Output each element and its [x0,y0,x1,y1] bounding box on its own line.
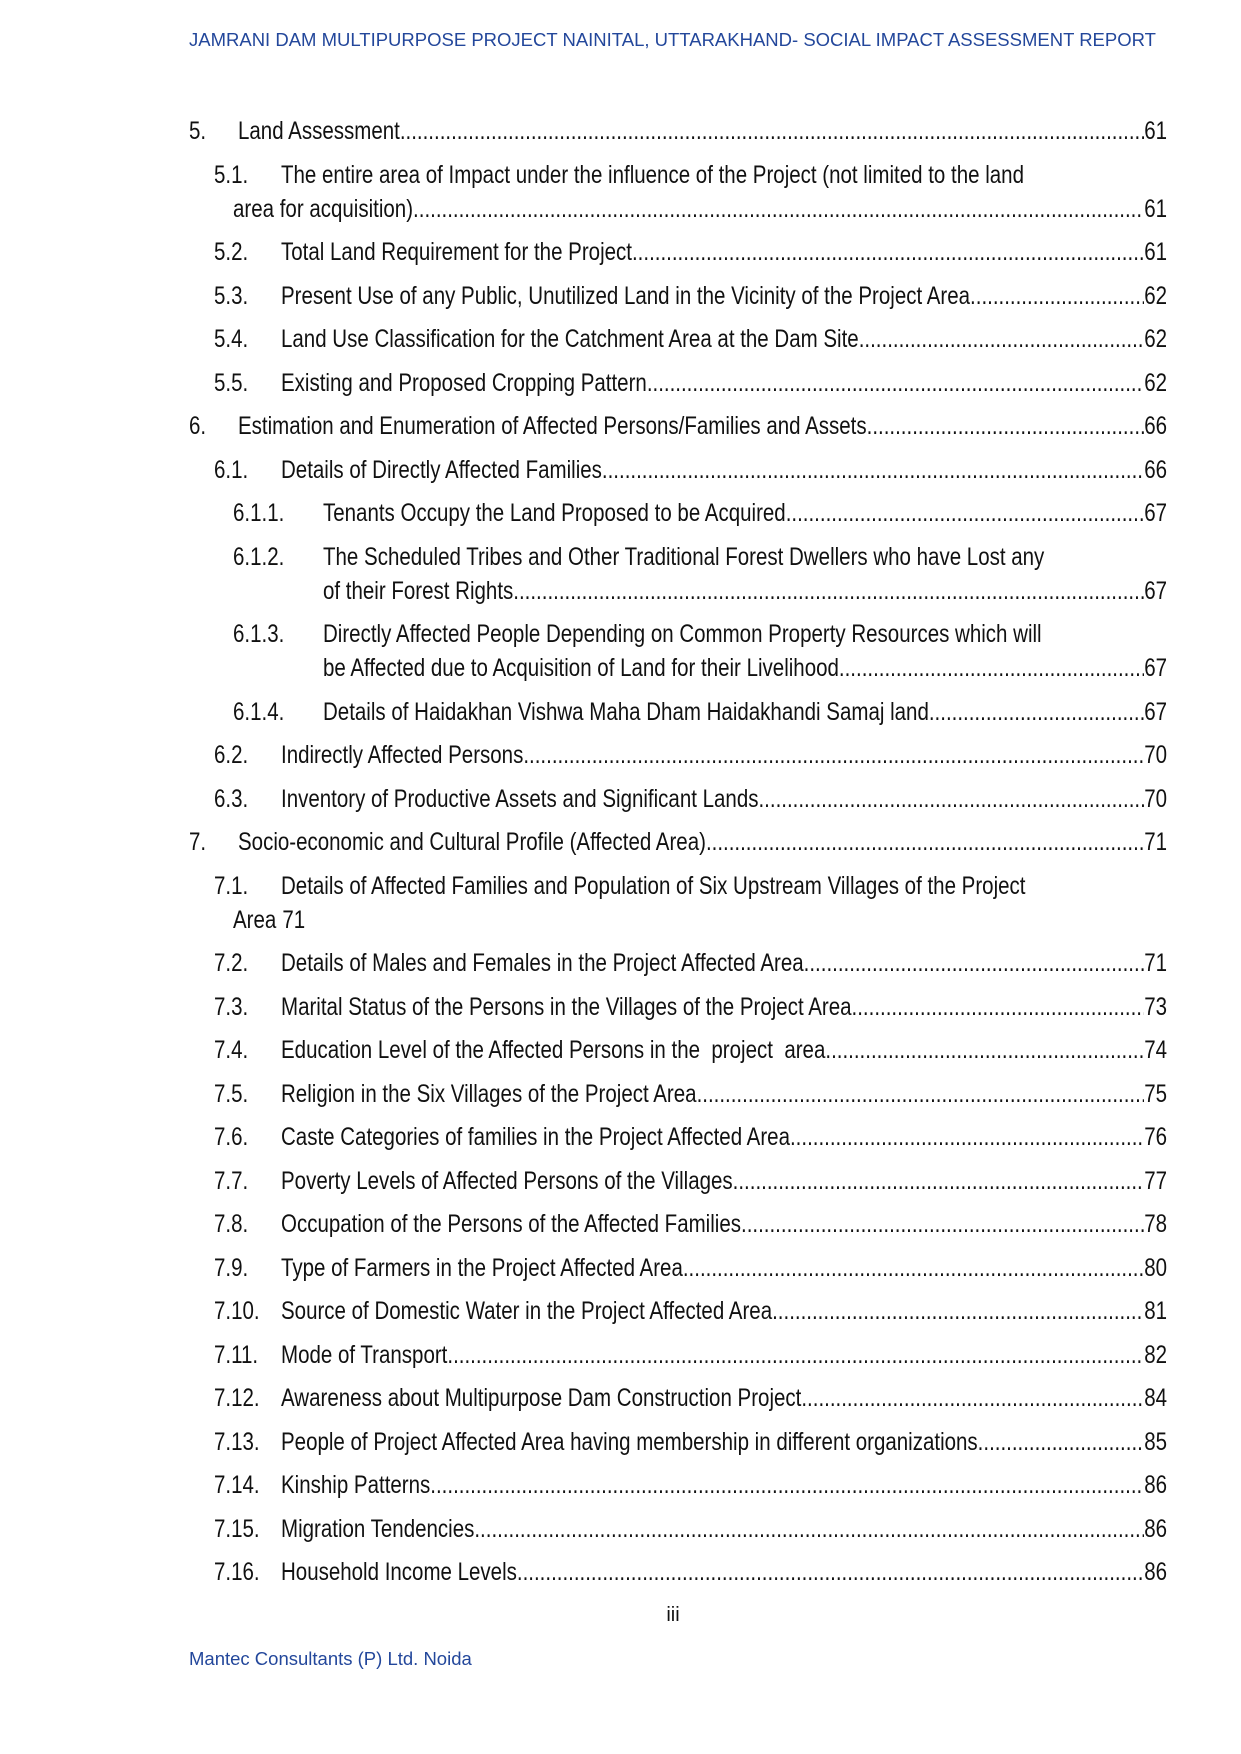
toc-entry-line [0,450,1167,491]
toc-entry-7-12 [0,1382,1167,1416]
toc-entry-7-5 [0,1078,1167,1112]
toc-entry-title: Marital Status of the Persons in the Villages of the Project Area [281,993,852,1021]
toc-entry-title: Caste Categories of families in the Project Affected Area [281,1123,790,1152]
toc-leader-dots [786,494,1144,535]
toc-leader-dots [839,649,1144,690]
toc-entry-6-3 [0,783,1167,817]
toc-entry-number: 5.5. [214,369,249,397]
toc-leader-dots [758,779,1144,820]
toc-entry-number: 6.3. [214,785,249,813]
toc-entry-title: Socio-economic and Cultural Profile (Affected Area) [238,828,706,857]
toc-entry-title: Awareness about Multipurpose Dam Construction Project [281,1384,802,1413]
toc-entry-title: Land Assessment [238,117,400,146]
toc-entry-5-3 [0,280,1167,314]
toc-leader-dots [647,363,1144,404]
toc-entry-page: 61 [1144,195,1167,223]
toc-entry-number: 7.12. [214,1384,260,1413]
toc-entry-title-continued: Area [233,906,277,934]
toc-entry-title: Inventory of Productive Assets and Significant Lands [281,785,759,813]
toc-entry-7-7 [0,1165,1167,1199]
toc-entry-page: 76 [1144,1123,1167,1152]
toc-entry-page: 67 [1144,654,1167,683]
toc-entry-page: 62 [1144,369,1167,397]
toc-entry-title: Household Income Levels [281,1558,517,1587]
toc-entry-line [0,320,1167,361]
running-footer: Mantec Consultants (P) Ltd. Noida [189,1648,472,1669]
toc-leader-dots [733,1161,1145,1202]
toc-entry-title: Mode of Transport [281,1341,448,1369]
toc-entry-page: 86 [1144,1471,1167,1500]
toc-entry-line [0,494,1167,535]
toc-leader-dots [517,1553,1144,1594]
toc-entry-page: 86 [1144,1515,1167,1543]
toc-entry-7-14 [0,1469,1167,1503]
toc-entry-number: 7. [189,828,207,857]
toc-leader-dots [852,987,1145,1028]
toc-entry-title: Details of Directly Affected Families [281,456,602,484]
toc-entry-page: 61 [1144,117,1167,146]
toc-leader-dots [970,276,1144,317]
toc-entry-page: 73 [1144,993,1167,1021]
toc-entry-line [0,407,1167,448]
toc-entry-number: 7.1. [214,872,249,900]
toc-entry-7-1 [0,870,1167,938]
toc-entry-title: People of Project Affected Area having membership in different organizations [281,1428,978,1456]
toc-leader-dots [929,692,1144,733]
toc-entry-7-3 [0,991,1167,1025]
toc-entry-number: 7.16. [214,1558,260,1587]
toc-entry-title: Directly Affected People Depending on Common Property Resources which will [323,620,1042,649]
toc-entry-page: 77 [1144,1167,1167,1195]
toc-entry-number: 6.1.1. [233,499,285,528]
toc-entry-page: 86 [1144,1558,1167,1587]
table-of-contents [0,115,1167,1600]
toc-entry-title: Source of Domestic Water in the Project Affected Area [281,1297,773,1326]
toc-entry-page: 71 [282,906,306,934]
toc-entry-number: 6.1.3. [233,620,285,649]
toc-entry-page: 78 [1144,1210,1167,1239]
toc-entry-5 [0,115,1167,149]
toc-entry-page: 67 [1144,499,1167,528]
toc-entry-page: 75 [1144,1080,1167,1108]
toc-entry-number: 7.4. [214,1036,249,1065]
toc-entry-7-9 [0,1252,1167,1286]
toc-entry-page: 81 [1144,1297,1167,1326]
toc-entry-line [0,1248,1167,1289]
toc-entry-number: 7.9. [214,1254,249,1282]
toc-entry-title: Poverty Levels of Affected Persons of the Villages [281,1167,733,1195]
toc-entry-line [0,779,1167,820]
toc-entry-number: 7.6. [214,1123,249,1152]
toc-entry-number: 5.4. [214,325,249,354]
toc-leader-dots [978,1422,1145,1463]
toc-leader-dots [801,1379,1144,1420]
toc-entry-line [0,1422,1167,1463]
toc-entry-6-1-2 [0,541,1167,609]
toc-leader-dots [447,1335,1144,1376]
toc-entry-5-5 [0,367,1167,401]
toc-entry-page: 67 [1144,577,1167,605]
toc-entry-line [0,736,1167,777]
toc-entry-page: 61 [1144,238,1167,267]
toc-entry-line [0,823,1167,864]
toc-entry-title-continued: area for acquisition) [233,195,414,223]
toc-entry-title: Estimation and Enumeration of Affected Persons/Families and Assets [238,412,867,441]
toc-entry-title: Migration Tendencies [281,1515,475,1543]
toc-entry-page: 67 [1144,698,1167,726]
toc-entry-number: 7.2. [214,949,249,978]
toc-entry-7-15 [0,1513,1167,1547]
toc-leader-dots [400,112,1144,153]
toc-entry-line [0,944,1167,985]
toc-entry-number: 7.8. [214,1210,249,1239]
toc-entry-title: Tenants Occupy the Land Proposed to be Acquired [323,499,786,528]
toc-entry-line [0,1553,1167,1594]
toc-leader-dots [523,736,1144,777]
toc-leader-dots [602,450,1144,491]
toc-entry-title-continued: be Affected due to Acquisition of Land for their Livelihood [323,654,839,683]
toc-entry-number: 5.1. [214,161,249,189]
toc-entry-page: 71 [1144,949,1167,978]
toc-entry-page: 62 [1144,282,1167,310]
toc-entry-6-1-1 [0,497,1167,531]
toc-entry-number: 7.14. [214,1471,260,1500]
toc-entry-line [0,692,1167,733]
toc-entry-page: 66 [1144,412,1167,441]
toc-entry-page: 66 [1144,456,1167,484]
toc-entry-page: 74 [1144,1036,1167,1065]
toc-entry-line [0,1118,1167,1159]
running-header: JAMRANI DAM MULTIPURPOSE PROJECT NAINITAL, UTTARAKHAND- SOCIAL IMPACT ASSESSMENT REPORT [189,29,1156,50]
toc-entry-6-2 [0,739,1167,773]
toc-entry-line [0,276,1167,317]
toc-leader-dots [683,1248,1144,1289]
toc-entry-line [0,1205,1167,1246]
toc-entry-6-1-4 [0,696,1167,730]
toc-entry-page: 70 [1144,785,1167,813]
toc-entry-line [0,1379,1167,1420]
toc-entry-7-2 [0,947,1167,981]
toc-entry-line [0,1466,1167,1507]
toc-entry-line [0,1161,1167,1202]
toc-entry-title-continued: of their Forest Rights [323,577,514,605]
toc-entry-number: 7.5. [214,1080,249,1108]
toc-entry-title: Details of Affected Families and Population of Six Upstream Villages of the Project [281,872,1026,900]
toc-entry-page: 71 [1144,828,1167,857]
toc-leader-dots [430,1466,1144,1507]
toc-entry-line [0,1509,1167,1550]
toc-entry-5-4 [0,323,1167,357]
toc-entry-title: Type of Farmers in the Project Affected Area [281,1254,683,1282]
toc-entry-number: 7.10. [214,1297,260,1326]
toc-entry-number: 5. [189,117,207,146]
toc-entry-7 [0,826,1167,860]
toc-leader-dots [413,189,1144,230]
toc-leader-dots [804,944,1145,985]
toc-entry-line [0,1031,1167,1072]
toc-entry-number: 7.3. [214,993,249,1021]
toc-leader-dots [741,1205,1144,1246]
toc-leader-dots [632,233,1144,274]
toc-entry-7-11 [0,1339,1167,1373]
toc-entry-title: Religion in the Six Villages of the Project Area [281,1080,697,1108]
toc-entry-number: 6.1.2. [233,543,285,571]
toc-entry-line [0,233,1167,274]
toc-entry-5-1 [0,159,1167,227]
toc-entry-6-1-3 [0,618,1167,686]
toc-entry-title: Indirectly Affected Persons [281,741,524,770]
toc-entry-5-2 [0,236,1167,270]
toc-entry-7-16 [0,1556,1167,1590]
toc-entry-line [0,1074,1167,1115]
toc-entry-number: 7.15. [214,1515,260,1543]
toc-entry-line [0,649,1167,690]
toc-leader-dots [790,1118,1144,1159]
toc-entry-number: 6.1. [214,456,249,484]
toc-entry-6 [0,410,1167,444]
toc-entry-number: 7.13. [214,1428,260,1456]
toc-entry-title: Total Land Requirement for the Project [281,238,632,267]
toc-entry-number: 6. [189,412,207,441]
toc-entry-title: The Scheduled Tribes and Other Traditional Forest Dwellers who have Lost any [323,543,1045,571]
toc-entry-title: Details of Males and Females in the Project Affected Area [281,949,804,978]
toc-entry-page: 70 [1144,741,1167,770]
toc-entry-line [0,1335,1167,1376]
toc-entry-line [0,571,1167,612]
toc-entry-6-1 [0,454,1167,488]
toc-entry-number: 6.2. [214,741,249,770]
toc-entry-title: Existing and Proposed Cropping Pattern [281,369,647,397]
toc-leader-dots [825,1031,1144,1072]
toc-entry-7-6 [0,1121,1167,1155]
toc-leader-dots [859,320,1144,361]
toc-entry-line [0,112,1167,153]
toc-leader-dots [474,1509,1144,1550]
toc-entry-title: The entire area of Impact under the influence of the Project (not limited to the land [281,161,1024,189]
toc-entry-7-13 [0,1426,1167,1460]
toc-entry-number: 5.3. [214,282,249,310]
toc-entry-title: Occupation of the Persons of the Affected Families [281,1210,741,1239]
toc-leader-dots [513,571,1144,612]
toc-entry-7-4 [0,1034,1167,1068]
toc-entry-line [0,900,1167,941]
toc-entry-page: 80 [1144,1254,1167,1282]
toc-entry-line [0,363,1167,404]
toc-entry-line [0,1292,1167,1333]
toc-entry-line [0,987,1167,1028]
toc-entry-line [0,189,1167,230]
toc-entry-title: Education Level of the Affected Persons in the project area [281,1036,826,1065]
toc-entry-number: 5.2. [214,238,249,267]
toc-entry-page: 84 [1144,1384,1167,1413]
toc-entry-title: Kinship Patterns [281,1471,431,1500]
toc-entry-page: 85 [1144,1428,1167,1456]
toc-entry-title: Details of Haidakhan Vishwa Maha Dham Haidakhandi Samaj land [323,698,929,726]
toc-entry-7-8 [0,1208,1167,1242]
toc-leader-dots [867,407,1145,448]
toc-entry-number: 7.11. [214,1341,259,1369]
toc-entry-title: Present Use of any Public, Unutilized Land in the Vicinity of the Project Area [281,282,971,310]
toc-entry-number: 6.1.4. [233,698,285,726]
page-number: iii [666,1604,680,1626]
toc-leader-dots [706,823,1144,864]
toc-entry-title: Land Use Classification for the Catchment Area at the Dam Site [281,325,859,354]
toc-leader-dots [772,1292,1144,1333]
toc-entry-number: 7.7. [214,1167,249,1195]
toc-entry-7-10 [0,1295,1167,1329]
toc-entry-page: 62 [1144,325,1167,354]
toc-leader-dots [697,1074,1145,1115]
toc-entry-page: 82 [1144,1341,1167,1369]
